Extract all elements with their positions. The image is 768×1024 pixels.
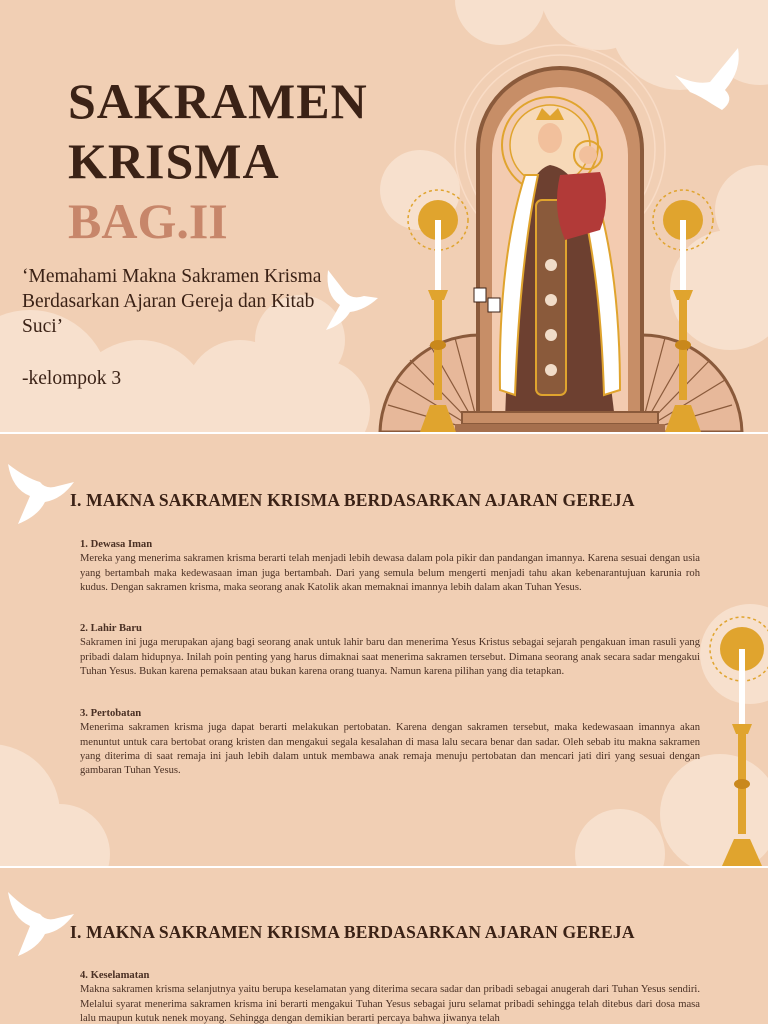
madonna-illustration [455, 68, 665, 432]
section-title: I. MAKNA SAKRAMEN KRISMA BERDASARKAN AJARAN GEREJA [70, 490, 635, 510]
title-line1: SAKRAMEN [68, 73, 368, 129]
content-slide-1 [0, 434, 768, 866]
section-title: I. MAKNA SAKRAMEN KRISMA BERDASARKAN AJARAN GEREJA [70, 922, 635, 942]
point-body: Mereka yang menerima sakramen krisma berarti telah menjadi lebih dewasa dalam pola pikir dan pandangan imannya. Karena sesuai dengan usia yang bertambah maka kedewasaan iman juga bertambah. Dari yang semula belum mengerti menjadi tahu akan kebenarantujuan karunia roh kudus. Dengan sakramen krisma, maka seorang anak Katolik akan memaknai imannya lebih dalam akan Tuhan Yesus. [80, 553, 700, 593]
point-item [80, 707, 700, 778]
point-item [80, 969, 700, 1024]
point-heading: 1. Dewasa Iman [80, 539, 153, 550]
group-label: -kelompok 3 [22, 368, 122, 389]
point-item [80, 622, 700, 679]
dove-icon [8, 892, 74, 956]
content-slide-2 [0, 868, 768, 1024]
point-heading: 4. Keselamatan [80, 970, 150, 981]
point-heading: 2. Lahir Baru [80, 623, 142, 634]
point-body: Makna sakramen krisma selanjutnya yaitu berupa keselamatan yang diterima secara sadar dan pribadi sebagai anugerah dari Tuhan Yesus sendiri. Melalui syarat menerima sakramen krisma ini berarti mengakui Tuhan Yesus sebagai juru selamat pribadi sehingga telah ditebus dari dosa masa lalu maupun kutuk nenek moyang. Sehingga dengan demikian berarti percaya bahwa jiwanya telah [80, 984, 700, 1024]
subtitle: ‘Memahami Makna Sakramen Krisma Berdasarkan Ajaran Gereja dan Kitab Suci’ [22, 266, 322, 337]
title-slide [0, 0, 768, 432]
title-line2: KRISMA [68, 133, 280, 189]
point-item [80, 538, 700, 595]
point-heading: 3. Pertobatan [80, 708, 142, 719]
point-body: Menerima sakramen krisma juga dapat berarti melakukan pertobatan. Karena dengan sakramen tersebut, maka kedewasaan imannya akan menuntut untuk cara bertobat orang kristen dan mengakui segala kesalahan di masa lalu secara benar dan sadar. Oleh sebab itu makna sakramen yang diterima di saat remaja ini jauh lebih dalam untuk membawa anak remaja menuju pertobatan dan mencari jati diri yang sesuai dengan gambaran Tuhan Yesus. [80, 722, 700, 777]
point-body: Sakramen ini juga merupakan ajang bagi seorang anak untuk lahir baru dan menerima Yesus Kristus sebagai sejarah pengakuan iman rasuli yang pribadi dalam hidupnya. Inilah poin penting yang harus dimaknai saat menerima sakramen tersebut. Dimana seorang anak secara sadar mengakui Tuhan Yesus. Bukan karena pemaksaan atau bukan karena orang tuanya. Namun karena pilihan yang dia tetapkan. [80, 637, 700, 677]
dove-icon [8, 464, 74, 524]
title-part: BAG.II [68, 193, 228, 249]
